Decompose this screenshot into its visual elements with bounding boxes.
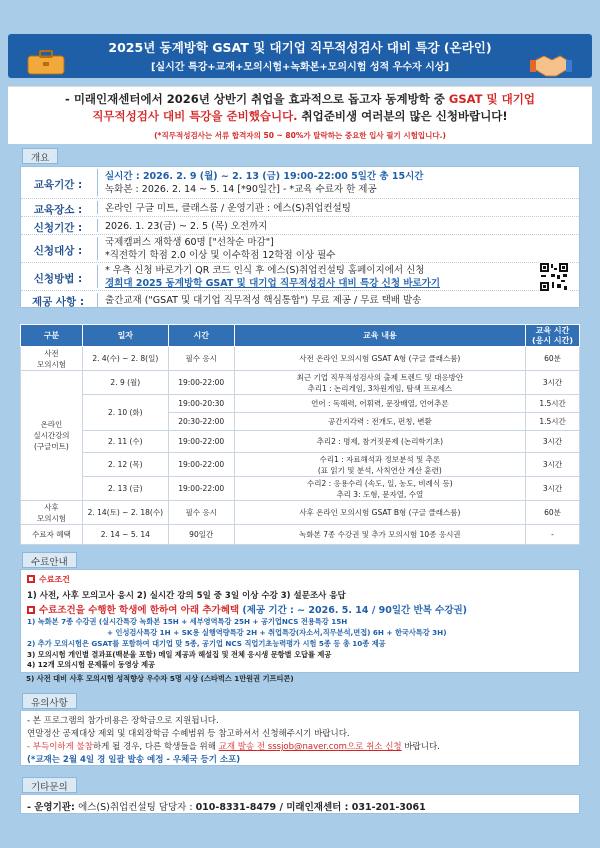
benefit-3: 3) 모의시험 개인별 결과표(백분율 포함) 메일 제공과 해설집 및 전체 응시생 문항별 오답률 제공 — [27, 650, 332, 659]
overview-label: 신청기간 : — [33, 222, 83, 234]
cell-content: 녹화본 7종 수강권 및 추가 모의시험 10종 응시권 — [234, 525, 525, 545]
col-header: 시간 — [168, 325, 234, 347]
col-header: 교육 내용 — [234, 325, 525, 347]
overview-line: 온라인 구글 미트, 클래스룸 / 운영기관 : 에스(S)취업컨설팅 — [105, 203, 351, 214]
table-row — [21, 371, 580, 395]
contact-line: - 운영기관: 에스(S)취업컨설팅 담당자 : 010-8331-8479 / 미래인재센터 : 031-201-3061 — [27, 802, 426, 813]
cell-time: 19:00-22:00 — [168, 431, 234, 453]
qr-code-icon[interactable] — [539, 262, 569, 292]
notes-box — [20, 710, 580, 766]
intro-text-2a: 직무적성검사 대비 특강을 준비했습니다. — [92, 109, 298, 123]
cell-cat: 사후 모의시험 — [21, 501, 83, 525]
cell-hours: 1.5시간 — [526, 413, 580, 431]
completion-heading: 수료조건 — [27, 574, 70, 585]
cell-hours: 3시간 — [526, 371, 580, 395]
cell-cat: 사전 모의시험 — [21, 347, 83, 371]
apply-link[interactable]: 경희대 2025 동계방학 GSAT 및 대기업 직무적성검사 대비 특강 신청 바로가기 — [105, 278, 441, 289]
note-line: - 본 프로그램의 참가비용은 장학금으로 지원됩니다. — [27, 716, 219, 726]
table-row — [21, 347, 580, 371]
overview-box — [20, 166, 580, 308]
cell-time: 90일간 — [168, 525, 234, 545]
overview-line: 출간교재 ("GSAT 및 대기업 직무적성 핵심통합") 무료 제공 / 무료 택배 발송 — [105, 295, 422, 306]
overview-label: 교육기간 : — [33, 179, 83, 191]
cell-content: 추리2 : 명제, 참거짓문제 (논리학기초) — [234, 431, 525, 453]
benefit-5: 5) 사전 대비 사후 모의시험 성적향상 우수자 5명 시상 (스타벅스 1만원권 기프티콘) — [26, 674, 294, 683]
col-header: 일자 — [82, 325, 168, 347]
cell-time: 19:00-22:00 — [168, 371, 234, 395]
intro-note: (*직무적성검사는 서류 합격자의 50 ~ 80%가 탈락하는 중요한 입사 필기 시험입니다.) — [154, 131, 446, 140]
cell-content: 최근 기업 직무적성검사의 출제 트렌드 및 대응방안 추리1 : 논리게임, 3차원게임, 탐색 프로세스 — [234, 371, 525, 395]
table-row — [21, 395, 580, 413]
overview-row — [21, 235, 581, 263]
cell-hours: 3시간 — [526, 453, 580, 477]
overview-line: * 우측 신청 바로가기 QR 코드 인식 후 에스(S)취업컨설팅 홈페이지에서 신청 — [105, 265, 425, 276]
intro-text-1b: GSAT 및 대기업 — [448, 92, 535, 106]
cell-time: 19:00-22:00 — [168, 477, 234, 501]
cell-date: 2. 10 (화) — [82, 395, 168, 431]
cell-content: 사후 온라인 모의시험 GSAT B형 (구글 클래스룸) — [234, 501, 525, 525]
cell-cat: 온라인 실시간강의 (구글미트) — [21, 371, 83, 501]
table-row — [21, 501, 580, 525]
overview-row — [21, 263, 581, 291]
intro-box — [8, 86, 592, 144]
cell-date: 2. 14 ~ 5. 14 — [82, 525, 168, 545]
intro-text-2b: 취업준비생 여러분의 많은 신청바랍니다! — [297, 109, 508, 123]
benefit-2: 2) 추가 모의시험은 GSAT를 포함하여 대기업 맞 5종, 공기업 NCS 직업기초능력평가 시험 5종 등 총 10종 제공 — [27, 639, 386, 648]
cell-content: 수리1 : 자료해석과 정보분석 및 추론 (표 읽기 및 분석, 사칙연산 계산 훈련) — [234, 453, 525, 477]
cell-content: 언어 : 독해력, 어휘력, 문장배열, 언어추론 — [234, 395, 525, 413]
cell-hours: 1.5시간 — [526, 395, 580, 413]
overview-line: 실시간 : 2026. 2. 9 (월) ~ 2. 13 (금) 19:00-22:00 5일간 총 15시간 — [105, 171, 424, 182]
overview-line: 2026. 1. 23(금) ~ 2. 5 (목) 오전까지 — [105, 221, 268, 232]
cell-content: 수리2 : 응용수리 (속도, 일, 농도, 비례식 등) 추리 3: 도형, 문자열, 수열 — [234, 477, 525, 501]
benefit-heading: 수료조건을 수행한 학생에 한하여 아래 추가혜택 (제공 기간 : ~ 2026. 5. 14 / 90일간 반복 수강권) — [27, 602, 467, 616]
flyer-page — [8, 8, 592, 840]
benefit-1: 1) 녹화본 7종 수강권 (실시간특강 녹화본 15H + 세부영역특강 25H + 공기업NCS 전용특강 15H — [27, 617, 348, 626]
cell-content: 공간지각력 : 전개도, 펀칭, 변환 — [234, 413, 525, 431]
cell-hours: - — [526, 525, 580, 545]
col-header: 구분 — [21, 325, 83, 347]
main-subtitle: [실시간 특강+교재+모의시험+녹화본+모의시험 성적 우수자 시상] — [150, 62, 450, 73]
overview-label: 제공 사항 : — [31, 296, 85, 308]
cell-time: 필수 응시 — [168, 501, 234, 525]
overview-line: 녹화본 : 2026. 2. 14 ~ 5. 14 [*90일간] - *교육 수료자 한 제공 — [105, 184, 377, 195]
table-row — [21, 525, 580, 545]
col-header: 교육 시간 (응시 시간) — [526, 325, 580, 347]
cell-time: 필수 응시 — [168, 347, 234, 371]
note-line: 연말정산 공제대상 제외 및 대외장학금 수혜범위 등 참고하셔서 신청해주시기 바랍니다. — [27, 729, 350, 739]
note-line: - 부득이하게 불참하게 될 경우, 다른 학생들을 위해 교재 발송 전 sssjob@naver.com으로 취소 신청 바랍니다. — [27, 742, 440, 752]
overview-label: 신청방법 : — [33, 273, 83, 285]
cell-date: 2. 14(토) ~ 2. 18(수) — [82, 501, 168, 525]
handshake-icon — [530, 50, 572, 80]
intro-text-1a: - 미래인재센터에서 2026년 상반기 취업을 효과적으로 돕고자 동계방학 중 — [65, 92, 449, 106]
cell-hours: 60분 — [526, 347, 580, 371]
cell-time: 19:00-20:30 — [168, 395, 234, 413]
cell-time: 19:00-22:00 — [168, 453, 234, 477]
overview-label: 교육장소 : — [33, 204, 83, 216]
cell-date: 2. 12 (목) — [82, 453, 168, 477]
completion-info-box — [20, 569, 580, 673]
cell-date: 2. 13 (금) — [82, 477, 168, 501]
completion-conditions: 1) 사전, 사후 모의고사 응시 2) 실시간 강의 5일 중 3일 이상 수강 3) 설문조사 응답 — [27, 591, 346, 601]
section-tag-overview: 개요 — [22, 148, 58, 164]
overview-line: 국제캠퍼스 재학생 60명 ["선착순 마감"] — [105, 237, 274, 248]
overview-row — [21, 167, 581, 199]
section-tag-info: 수료안내 — [22, 552, 77, 568]
cell-hours: 60분 — [526, 501, 580, 525]
overview-label: 신청대상 : — [33, 245, 83, 257]
schedule-table — [20, 324, 580, 545]
section-tag-notes: 유의사항 — [22, 693, 77, 709]
table-row — [21, 477, 580, 501]
header-banner — [8, 34, 592, 78]
cell-date: 2. 9 (월) — [82, 371, 168, 395]
cell-cat: 수료자 혜택 — [21, 525, 83, 545]
cell-hours: 3시간 — [526, 477, 580, 501]
overview-line: *직전학기 학점 2.0 이상 및 이수학점 12학점 이상 필수 — [105, 250, 336, 261]
benefit-4: 4) 12개 모의시험 문제풀이 동영상 제공 — [27, 660, 156, 669]
table-row — [21, 453, 580, 477]
section-tag-etc: 기타문의 — [22, 777, 77, 793]
overview-row — [21, 199, 581, 217]
contact-box — [20, 794, 580, 814]
cell-date: 2. 11 (수) — [82, 431, 168, 453]
main-title: 2025년 동계방학 GSAT 및 대기업 직무적성검사 대비 특강 (온라인) — [108, 40, 492, 55]
table-row — [21, 431, 580, 453]
benefit-1b: + 인성검사특강 1H + SK용 실행역량특강 2H + 취업특강(자소서,직무분석,면접) 6H + 한국사특강 3H) — [107, 628, 447, 637]
cell-time: 20:30-22:00 — [168, 413, 234, 431]
cell-content: 사전 온라인 모의시험 GSAT A형 (구글 클래스룸) — [234, 347, 525, 371]
note-line: (*교재는 2월 4일 경 일괄 발송 예정 - 우체국 등기 소포) — [27, 755, 241, 765]
cell-hours: 3시간 — [526, 431, 580, 453]
overview-row — [21, 217, 581, 235]
overview-row — [21, 291, 581, 309]
cell-date: 2. 4(수) ~ 2. 8(일) — [82, 347, 168, 371]
